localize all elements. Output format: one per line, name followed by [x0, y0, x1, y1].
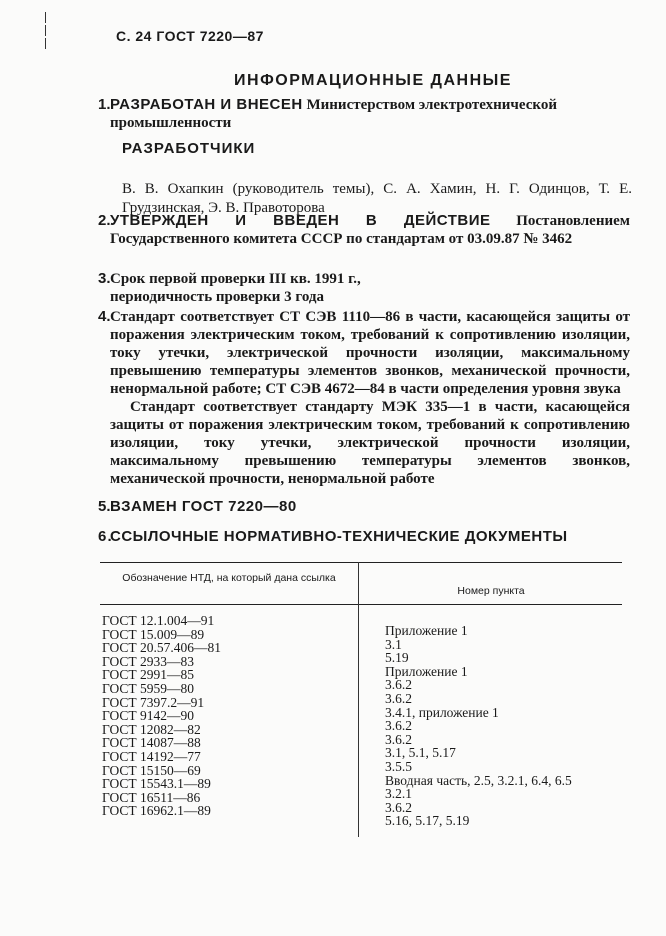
table-cell-document: ГОСТ 15.009—89 — [102, 626, 205, 642]
table-cell-clause: 3.4.1, приложение 1 — [385, 704, 499, 720]
table-cell-document: ГОСТ 15543.1—89 — [102, 776, 211, 792]
table-cell-clause: 3.5.5 — [385, 758, 412, 774]
developers-heading: РАЗРАБОТЧИКИ — [122, 140, 256, 157]
item-5 — [98, 498, 630, 516]
table-column-documents — [102, 614, 221, 818]
table-cell-document: ГОСТ 5959—80 — [102, 680, 195, 696]
references-table — [100, 562, 622, 852]
table-cell-clause: 3.6.2 — [385, 718, 412, 734]
table-cell-document: ГОСТ 12082—82 — [102, 721, 201, 737]
item-number: 3. — [98, 270, 111, 287]
item-6 — [98, 527, 630, 547]
item-number: 6. — [98, 528, 113, 545]
item-text: Постановлением Государственного комитета СССР по стандартам от 03.09.87 № 3462 — [110, 213, 630, 247]
item-3 — [98, 270, 410, 306]
item-4 — [98, 308, 630, 488]
developers-list: В. В. Охапкин (руководитель темы), С. А. Хамин, Н. Г. Одинцов, Т. Е. Грудзинская, Э. В. Правоторова — [122, 181, 632, 216]
item-paragraph: Стандарт соответствует СТ СЭВ 1110—86 в части, касающейся защиты от поражения электрическим током, требований к сопротивлению изоляции, току утечки, электрической прочности изоляции, максимальному превышению температуры элементов звонков, механической прочности, ненормальной работе; СТ СЭВ 4672—84 в части определения уровня звука — [110, 309, 630, 397]
item-paragraph: Стандарт соответствует стандарту МЭК 335—1 в части, касающейся защиты от поражения электрическим током, требований к сопротивлению изоляции, току утечки, электрической прочности изоляции, максимальному превышению температуры элементов звонков, механической прочности, ненормальной работе — [110, 399, 630, 487]
table-column-divider — [358, 562, 359, 837]
table-header-document: Обозначение НТД, на который дана ссылка — [122, 572, 336, 584]
table-cell-document: ГОСТ 2991—85 — [102, 667, 195, 683]
item-text: Срок первой проверки III кв. 1991 г., периодичность проверки 3 года — [110, 271, 361, 305]
table-top-rule — [100, 562, 622, 563]
item-lead: ССЫЛОЧНЫЕ НОРМАТИВНО-ТЕХНИЧЕСКИЕ ДОКУМЕНТЫ — [110, 528, 568, 545]
section-title: ИНФОРМАЦИОННЫЕ ДАННЫЕ — [234, 72, 512, 89]
table-cell-clause: 3.2.1 — [385, 786, 412, 802]
item-lead: ВЗАМЕН ГОСТ 7220—80 — [110, 498, 297, 515]
table-header-rule — [100, 604, 622, 605]
table-cell-clause: 3.1, 5.1, 5.17 — [385, 745, 456, 761]
table-cell-clause: 3.6.2 — [385, 799, 412, 815]
item-number: 2. — [98, 212, 111, 229]
table-cell-document: ГОСТ 14192—77 — [102, 748, 201, 764]
table-cell-document: ГОСТ 7397.2—91 — [102, 694, 205, 710]
table-cell-document: ГОСТ 20.57.406—81 — [102, 640, 222, 656]
table-cell-clause: 5.19 — [385, 650, 409, 666]
table-cell-clause: 3.1 — [385, 636, 402, 652]
table-cell-clause: 5.16, 5.17, 5.19 — [385, 813, 470, 829]
table-cell-clause: 3.6.2 — [385, 731, 412, 747]
table-column-clauses — [385, 624, 572, 828]
item-number: 1. — [98, 96, 111, 113]
item-1 — [98, 96, 630, 132]
item-number: 4. — [98, 308, 111, 325]
page-header: С. 24 ГОСТ 7220—87 — [116, 28, 264, 44]
table-cell-document: ГОСТ 2933—83 — [102, 653, 195, 669]
table-cell-clause: Вводная часть, 2.5, 3.2.1, 6.4, 6.5 — [385, 772, 572, 788]
table-header-clause: Номер пункта — [457, 585, 525, 597]
scan-margin-marks — [44, 10, 48, 50]
item-number: 5. — [98, 498, 111, 515]
item-lead: УТВЕРЖДЕН И ВВЕДЕН В ДЕЙСТВИЕ — [110, 212, 491, 229]
table-cell-clause: Приложение 1 — [385, 663, 468, 679]
table-cell-document: ГОСТ 9142—90 — [102, 708, 195, 724]
table-cell-document: ГОСТ 16511—86 — [102, 789, 201, 805]
table-cell-clause: 3.6.2 — [385, 677, 412, 693]
item-text: Министерством электротехнической промышленности — [110, 97, 557, 131]
table-cell-document: ГОСТ 15150—69 — [102, 762, 201, 778]
item-lead: РАЗРАБОТАН И ВНЕСЕН — [110, 96, 303, 113]
item-2 — [98, 212, 630, 248]
table-cell-document: ГОСТ 16962.1—89 — [102, 803, 211, 819]
table-cell-document: ГОСТ 14087—88 — [102, 735, 201, 751]
table-cell-clause: Приложение 1 — [385, 623, 468, 638]
table-cell-document: ГОСТ 12.1.004—91 — [102, 613, 215, 628]
table-cell-clause: 3.6.2 — [385, 690, 412, 706]
